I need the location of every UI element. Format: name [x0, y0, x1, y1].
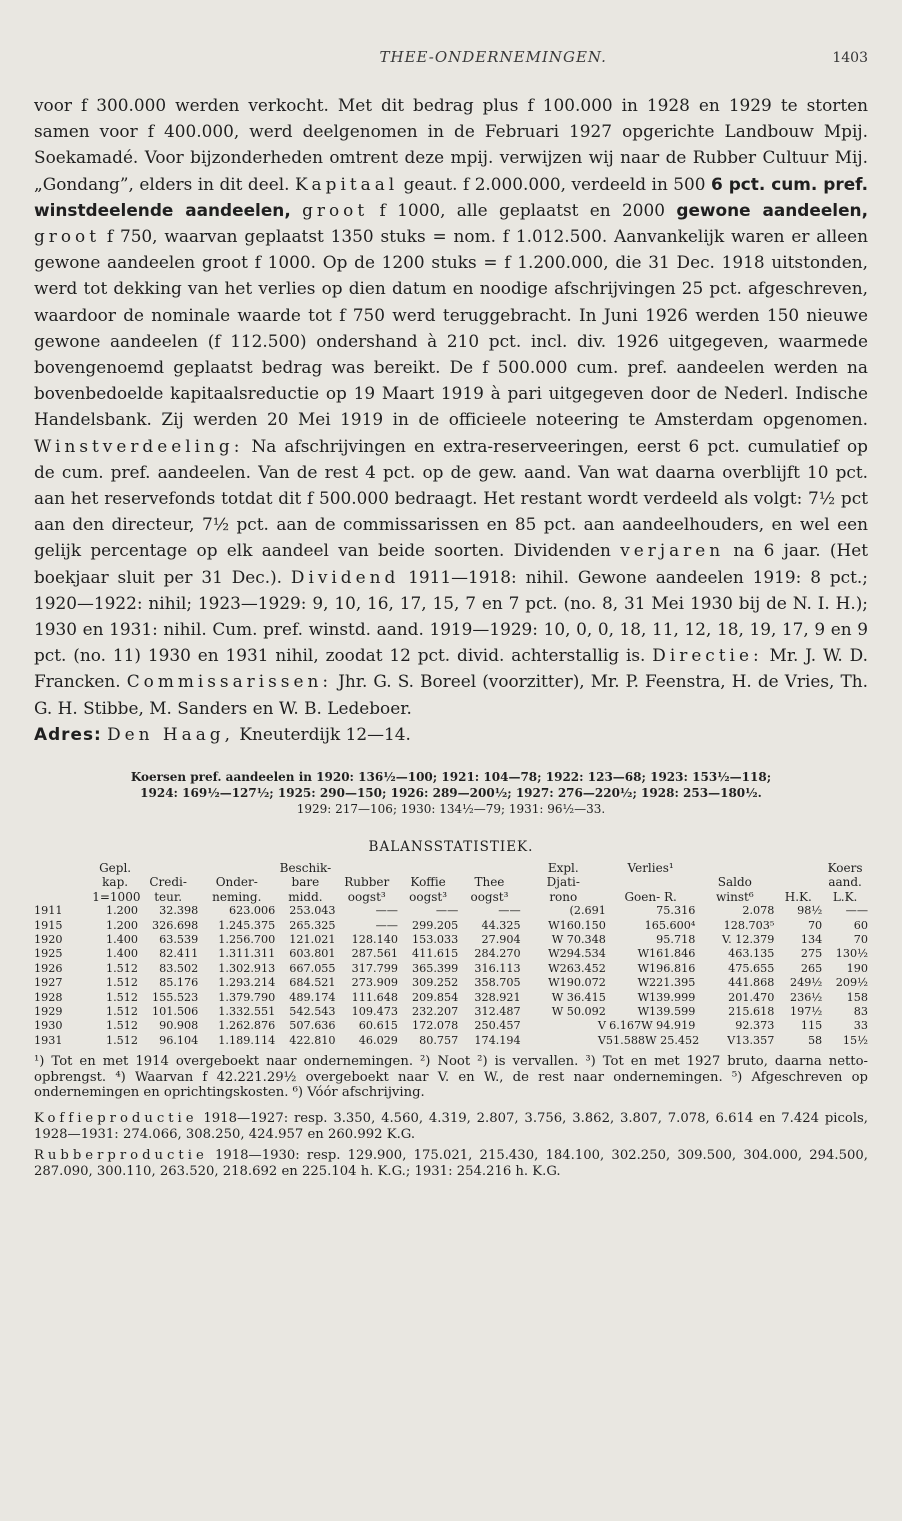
table-cell: 33 [853, 1019, 868, 1033]
table-cell: 312.487 [474, 1004, 521, 1018]
table-cell: 32.398 [159, 904, 199, 918]
table-cell: 1.245.375 [218, 918, 276, 932]
table-cell: 1.200 [105, 904, 138, 918]
year-cell: 1927 [34, 976, 63, 990]
table-header-cell: Goen- R. [624, 889, 677, 904]
table-cell: 232.207 [411, 1004, 459, 1018]
table-header-cell [606, 875, 695, 889]
table-cell: 128.140 [351, 932, 398, 946]
address-city: Den Haag, [107, 723, 234, 744]
year-cell: 1931 [34, 1033, 63, 1047]
table-cell: 253.043 [289, 904, 336, 918]
table-header-cell: Djati- [546, 875, 580, 890]
table-row [34, 947, 868, 961]
address-street: Kneuterdijk 12—14. [233, 723, 411, 744]
table-cell: 172.078 [411, 1019, 459, 1033]
table-cell: 1.512 [105, 990, 138, 1004]
table-cell: 190 [846, 961, 868, 975]
table-header-cell: Credi- [149, 875, 187, 890]
year-cell: 1915 [34, 918, 63, 932]
rubber-production-label: Rubberproductie [34, 1148, 208, 1164]
table-cell: 507.636 [289, 1019, 336, 1033]
text-run: Mr. J. W. D. Francken. [34, 645, 868, 692]
text-run: voor f 300.000 werden verkocht. Met dit bedrag plus f 100.000 in 1928 en 1929 te storten samen voor f 400.000, werd deelgenomen in de Februari 1927 opgerichte Landbouw Mpij. Soekamadé. Voor bijzonderheden omtrent deze mpij. verwijzen wij naar de Rubber Cultuur Mij. „Gondang”, elders in dit deel. [34, 95, 868, 194]
table-cell: 85.176 [159, 976, 199, 990]
table-cell: 158 [846, 990, 868, 1004]
table-header-cell: Expl. [547, 860, 579, 875]
table-cell: —— [845, 904, 868, 918]
table-header-cell: Koers [827, 860, 863, 875]
table-cell: —— [435, 904, 459, 918]
table-cell: (2.691 [569, 904, 606, 918]
year-cell: 1930 [34, 1019, 63, 1033]
text-run: geaut. f 2.000.000, verdeeld in 500 [398, 173, 711, 194]
table-cell: 111.648 [351, 990, 398, 1004]
table-cell: 250.457 [474, 1019, 521, 1033]
table-row [34, 991, 868, 1005]
year-cell: 1925 [34, 947, 63, 961]
table-cell: 1.379.790 [218, 990, 276, 1004]
table-header-cell [34, 875, 92, 889]
groot-label: groot [302, 199, 369, 220]
table-cell: 273.909 [351, 976, 398, 990]
table-cell: 1.512 [105, 1004, 138, 1018]
table-cell: 684.521 [289, 976, 336, 990]
table-cell: 75.316 [656, 904, 696, 918]
coffee-production [34, 1111, 868, 1142]
table-cell: 63.539 [159, 932, 199, 946]
table-header-cell: Gepl. [99, 860, 132, 875]
table-cell: 197½ [789, 1004, 823, 1018]
table-cell: 70 [853, 932, 868, 946]
table-header-cell [336, 861, 398, 875]
table-cell: W263.452 [548, 961, 606, 975]
rubber-production-text: 1918—1930: resp. 129.900, 175.021, 215.430, 184.100, 302.250, 309.500, 304.000, 294.500, 287.090, 300.110, 263.520, 218.692 en 225.104 h. K.G.; 1931: 254.216 h. K.G. [34, 1148, 868, 1179]
table-row [34, 1034, 868, 1048]
table-cell: 1.302.913 [218, 961, 276, 975]
table-cell: 165.600⁴ [644, 918, 696, 932]
table-cell: 1.512 [105, 961, 138, 975]
table-cell: 155.523 [152, 990, 199, 1004]
year-cell: 1929 [34, 1004, 63, 1018]
table-cell: 422.810 [289, 1033, 336, 1047]
table-cell: 309.252 [411, 976, 459, 990]
table-cell: 1.332.551 [218, 1004, 276, 1018]
table-cell: 1.189.114 [218, 1033, 276, 1047]
table-header-cell: L.K. [832, 889, 858, 904]
year-cell: 1911 [34, 904, 63, 918]
table-cell: W 36.415 [551, 990, 606, 1004]
table-cell: 287.561 [351, 947, 398, 961]
table-cell: 6.167W 94.919 [609, 1019, 696, 1033]
table-header-cell: bare [291, 875, 320, 890]
table-cell: —— [375, 918, 398, 932]
table-cell: 115 [800, 1019, 823, 1033]
table-cell: 249½ [789, 976, 823, 990]
table-cell: 299.205 [411, 918, 459, 932]
table-cell: 82.411 [159, 947, 199, 961]
footnote-text: ¹) Tot en met 1914 overgeboekt naar ondernemingen. ²) Noot ²) is vervallen. ³) Tot en met 1927 bruto, daarna netto-opbrengst. ⁴) Waarvan f 42.221.29½ overgeboekt naar V. en W., de rest naar ondernemingen. ⁵) Afgeschreven op ondernemingen en oprichtingskosten. ⁶) Vóór afschrijving. [34, 1054, 868, 1101]
table-header-cell: neming. [212, 889, 262, 904]
table-cell: 60 [853, 918, 868, 932]
table-cell: 1.400 [105, 932, 138, 946]
year-cell: 1926 [34, 961, 63, 975]
table-cell: 128.703⁵ [723, 918, 775, 932]
share-prices [34, 769, 868, 817]
table-cell: W160.150 [548, 918, 606, 932]
production-section [34, 1111, 868, 1179]
table-row [34, 1005, 868, 1019]
table-cell: 130½ [835, 947, 868, 961]
table-cell: 489.174 [289, 990, 336, 1004]
table-cell: W 70.348 [551, 932, 606, 946]
directie-label: Directie: [652, 645, 763, 666]
table-cell: V. 12.379 [721, 932, 775, 946]
table-header-cell: midd. [288, 889, 323, 904]
table-cell: 201.470 [728, 990, 775, 1004]
text-run: f 750, waarvan geplaatst 1350 stuks = nom. f 1.012.500. Aanvankelijk waren er alleen gewone aandeelen groot f 1000. Op de 1200 stuks = f 1.200.000, die 31 Dec. 1918 uitstonden, werd tot dekking van het verlies op dien datum en noodige afschrijvingen 25 pct. afgeschreven, waardoor de nominale waarde tot f 750 werd teruggebracht. In Juni 1926 werden 150 nieuwe gewone aandeelen (f 112.500) ondershand à 210 pct. incl. div. 1926 uitgegeven, waarmede bovengenoemd geplaatst bedrag was bereikt. De f 500.000 cum. pref. aandeelen werden na bovenbedoelde kapitaalsreductie op 19 Maart 1919 à pari uitgegeven door de Nederl. Indische Handelsbank. Zij werden 20 Mei 1919 in de officieele noteering te Amsterdam opgenomen. [34, 226, 868, 430]
address-label: Adres: [34, 723, 102, 744]
table-cell: 174.194 [474, 1033, 521, 1047]
table-cell: W221.395 [637, 976, 696, 990]
text-run: f 1000, alle geplaatst en 2000 [368, 199, 677, 220]
share-prices-line: Koersen pref. aandeelen in 1920: 136½—100; 1921: 104—78; 1922: 123—68; 1923: 153½—118; [130, 769, 772, 784]
table-cell: W161.846 [637, 947, 696, 961]
company-description [34, 92, 868, 721]
table-header-cell: Beschik- [279, 860, 332, 875]
table-row [34, 1019, 868, 1033]
table-cell: 51.588W 25.452 [605, 1033, 700, 1047]
table-cell: 326.698 [152, 918, 199, 932]
table-header-cell [695, 861, 774, 875]
table-cell: 134 [800, 932, 823, 946]
table-cell: 667.055 [289, 961, 336, 975]
table-row [34, 976, 868, 990]
table-header-row [34, 875, 868, 889]
text-run: 1911—1918: nihil. Gewone aandeelen 1919: 8 pct.; 1920—1922: nihil; 1923—1929: 9, 10, 16, 17, 15, 7 en 7 pct. (no. 8, 31 Mei 1930 bij de N. I. H.); 1930 en 1931: nihil. Cum. pref. winstd. aand. 1919—1929: 10, 0, 0, 18, 11, 12, 18, 19, 17, 9 en 9 pct. (no. 11) 1930 en 1931 nihil, zoodat 12 pct. divid. achterstallig is. [34, 566, 868, 666]
table-cell: V [597, 1019, 606, 1033]
table-cell: 1.400 [105, 947, 138, 961]
table-header-row [34, 861, 868, 875]
table-header-cell: oogst³ [347, 889, 386, 904]
page-number: 1403 [832, 50, 868, 66]
table-cell: W196.816 [637, 961, 696, 975]
table-header-cell [198, 861, 275, 875]
table-cell: 153.033 [411, 932, 459, 946]
year-cell: 1920 [34, 932, 63, 946]
table-cell: 209.854 [411, 990, 459, 1004]
verjaren-label: verjaren [620, 540, 725, 561]
table-cell: 98½ [797, 904, 823, 918]
table-cell: 1.512 [105, 1019, 138, 1033]
table-header-cell: winst⁶ [716, 889, 754, 904]
table-cell: 15½ [842, 1033, 868, 1047]
table-header-cell: Onder- [215, 875, 258, 890]
table-cell: 1.200 [105, 918, 138, 932]
text-run: Jhr. G. S. Boreel (voorzitter), Mr. P. Feenstra, H. de Vries, Th. G. H. Stibbe, M. Sanders en W. B. Ledeboer. [34, 671, 868, 718]
footnotes [34, 1054, 868, 1101]
table-cell: 70 [807, 918, 823, 932]
table-header-cell [34, 861, 92, 875]
table-cell: 90.908 [159, 1019, 199, 1033]
kapitaal-label: Kapitaal [294, 173, 399, 194]
table-cell: 44.325 [481, 918, 521, 932]
table-cell: —— [498, 904, 521, 918]
table-cell: 358.705 [474, 976, 521, 990]
table-cell: 92.373 [735, 1019, 775, 1033]
rubber-production [34, 1148, 868, 1179]
table-header-cell [774, 861, 822, 875]
table-header-cell: kap. [102, 875, 129, 890]
table-header-cell: oogst³ [409, 889, 448, 904]
coffee-production-text: 1918—1927: resp. 3.350, 4.560, 4.319, 2.807, 3.756, 3.862, 3.807, 7.078, 6.614 en 7.424 picols, 1928—1931: 274.066, 308.250, 424.957 en 260.992 K.G. [34, 1110, 868, 1142]
table-cell: W190.072 [548, 976, 606, 990]
table-row [34, 962, 868, 976]
table-cell: 328.921 [474, 990, 521, 1004]
table-cell: 265 [800, 961, 823, 975]
running-title: THEE-ONDERNEMINGEN. [379, 48, 607, 66]
table-cell: W139.999 [637, 990, 696, 1004]
table-cell: 275 [800, 947, 823, 961]
address-line [34, 721, 868, 747]
table-cell: 27.904 [481, 932, 521, 946]
pref-shares-heading: 6 pct. cum. pref. winstdeelende aandeelen, [34, 173, 868, 220]
page-header [34, 48, 868, 66]
table-cell: 316.113 [474, 961, 521, 975]
table-cell: 411.615 [411, 947, 459, 961]
dividend-label: Dividend [290, 566, 400, 587]
table-header-cell: Koffie [410, 875, 446, 890]
balance-stats-table [34, 861, 868, 1048]
table-cell: W 50.092 [551, 1004, 606, 1018]
table-cell: —— [375, 904, 398, 918]
table-cell: 475.655 [728, 961, 775, 975]
table-header-cell [34, 890, 92, 904]
table-cell: 236½ [789, 990, 823, 1004]
share-prices-line: 1929: 217—106; 1930: 134½—79; 1931: 96½—33. [296, 801, 606, 816]
table-cell: 1.293.214 [218, 976, 276, 990]
table-row [34, 933, 868, 947]
table-cell: 95.718 [656, 932, 696, 946]
coffee-production-label: Koffieproductie [34, 1110, 198, 1126]
table-cell: 60.615 [358, 1019, 398, 1033]
common-shares-heading: gewone aandeelen, [676, 199, 868, 220]
table-cell: V [597, 1033, 606, 1047]
table-cell: 623.006 [228, 904, 276, 918]
table-cell: 80.757 [419, 1033, 459, 1047]
table-cell: 96.104 [159, 1033, 199, 1047]
table-cell: 542.543 [289, 1004, 336, 1018]
table-cell: 46.029 [358, 1033, 398, 1047]
table-cell: 365.399 [411, 961, 459, 975]
table-header-cell: Saldo [717, 875, 752, 890]
table-header-cell [398, 861, 458, 875]
table-header-cell [138, 861, 198, 875]
text-run: Na afschrijvingen en extra-reserveeringen, eerst 6 pct. cumulatief op de cum. pref. aandeelen. Van de rest 4 pct. op de gew. aand. Van wat daarna overblijft 10 pct. aan het reservefonds totdat dit f 500.000 bedraagt. Het restant wordt verdeeld als volgt: 7½ pct aan den directeur, 7½ pct. aan de commissarissen en 85 pct. aan aandeelhouders, en wel een gelijk percentage op elk aandeel van beide soorten. Dividenden [34, 435, 868, 561]
table-header-cell: Rubber [344, 875, 390, 890]
table-header-cell: oogst³ [470, 889, 509, 904]
table-header-cell [458, 861, 520, 875]
table-cell: 109.473 [351, 1004, 398, 1018]
main-paragraph [34, 92, 868, 721]
table-header-cell [774, 875, 822, 889]
table-cell: 83.502 [159, 961, 199, 975]
table-cell: 101.506 [152, 1004, 199, 1018]
table-header-cell: 1=1000 [92, 889, 141, 904]
table-cell: 83 [853, 1004, 868, 1018]
table-cell: 58 [807, 1033, 823, 1047]
table-cell: 1.311.311 [218, 947, 276, 961]
share-prices-line: 1924: 169½—127½; 1925: 290—150; 1926: 289—200½; 1927: 276—220½; 1928: 253—180½. [140, 785, 762, 800]
table-cell: 265.325 [289, 918, 336, 932]
table-header-cell: rono [549, 889, 578, 904]
table-cell: 209½ [835, 976, 868, 990]
table-cell: 2.078 [742, 904, 775, 918]
winstverdeeling-label: Winstverdeeling: [34, 435, 244, 456]
table-cell: 463.135 [728, 947, 775, 961]
year-cell: 1928 [34, 990, 63, 1004]
table-cell: V13.357 [727, 1033, 775, 1047]
table-cell: W139.599 [637, 1004, 696, 1018]
table-cell: 603.801 [289, 947, 336, 961]
table-cell: 121.021 [289, 932, 336, 946]
balance-stats-title: BALANSSTATISTIEK. [368, 838, 534, 855]
table-header-cell: Verlies¹ [627, 860, 674, 875]
table-header-cell: aand. [828, 875, 862, 890]
table-cell: 1.512 [105, 1033, 138, 1047]
table-row [34, 904, 868, 918]
table-cell: W294.534 [548, 947, 606, 961]
table-header-cell: Thee [474, 875, 505, 890]
groot-label: groot [34, 226, 101, 247]
table-cell: 1.256.700 [218, 932, 276, 946]
table-cell: 215.618 [728, 1004, 775, 1018]
table-header-cell: teur. [154, 889, 183, 904]
table-cell: 284.270 [474, 947, 521, 961]
table-cell: 1.262.876 [218, 1019, 276, 1033]
table-header-cell: H.K. [784, 889, 812, 904]
table-cell: 1.512 [105, 976, 138, 990]
table-row [34, 919, 868, 933]
commissarissen-label: Commissarissen: [126, 671, 333, 692]
table-header-row [34, 890, 868, 904]
table-cell: 317.799 [351, 961, 398, 975]
table-cell: 441.868 [728, 976, 775, 990]
text-run: na 6 jaar. (Het boekjaar sluit per 31 Dec.). [34, 540, 868, 587]
